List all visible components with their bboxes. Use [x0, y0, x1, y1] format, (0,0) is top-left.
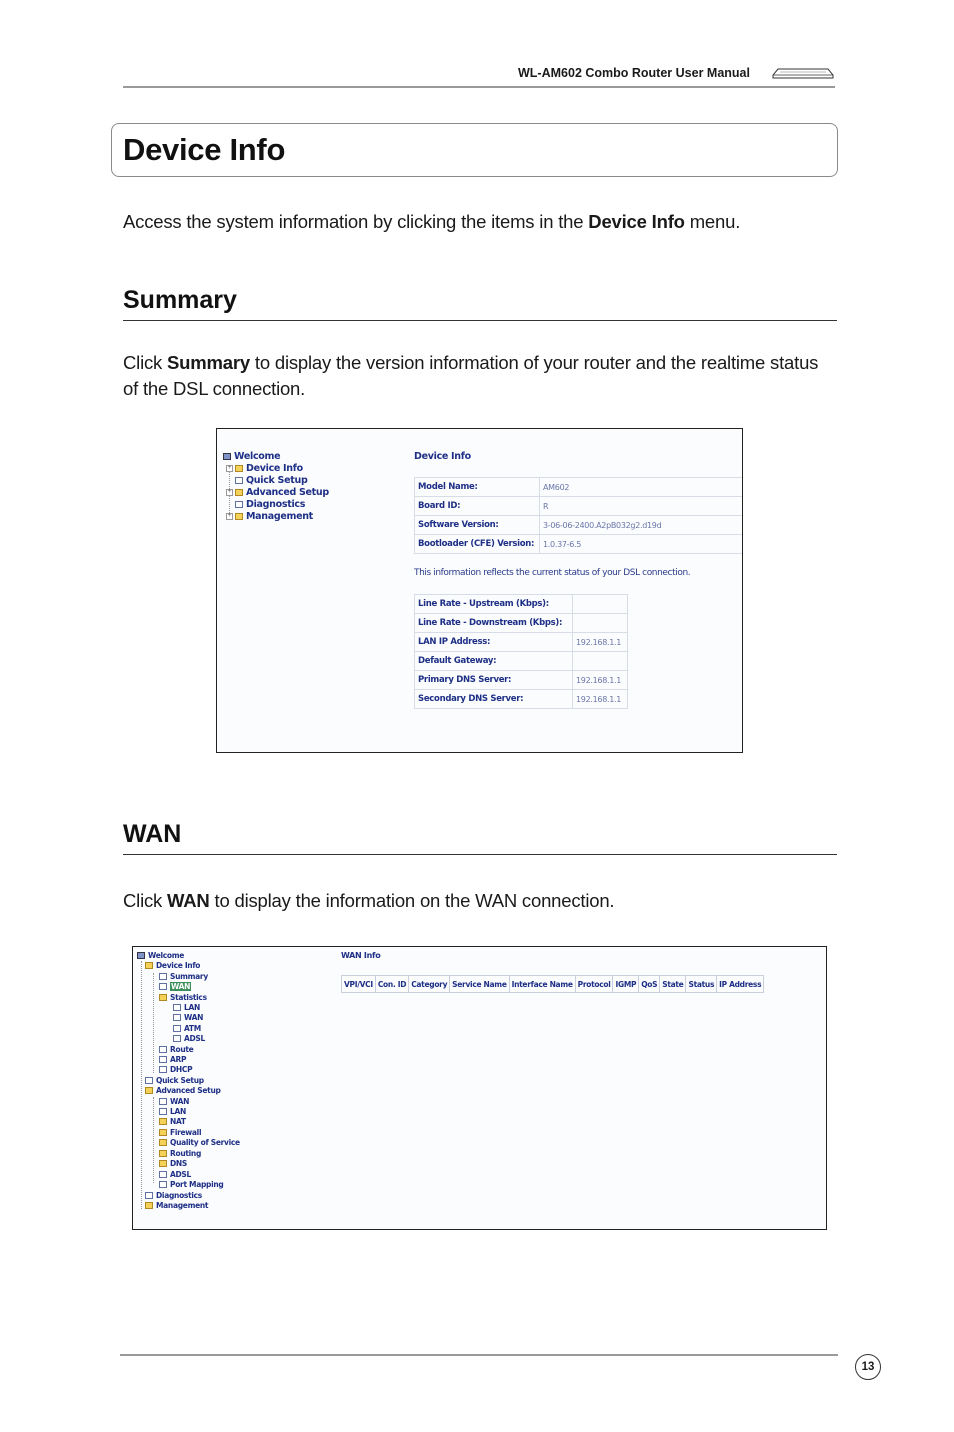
folder-icon	[145, 962, 153, 969]
manual-title: WL-AM602 Combo Router User Manual	[518, 66, 750, 80]
page-icon	[159, 1066, 167, 1073]
page-icon	[235, 477, 243, 484]
table-row: Board ID: R	[415, 497, 744, 516]
folder-icon	[159, 1160, 167, 1167]
summary-paragraph: Click Summary to display the version information of your router and the realtime status of the DSL connection.	[123, 352, 819, 399]
tree-item-device-info[interactable]: Device Info	[145, 961, 200, 970]
tree-item-routing[interactable]: Routing	[159, 1149, 201, 1158]
status-note: This information reflects the current status of your DSL connection.	[414, 568, 691, 578]
wan-heading: WAN	[123, 820, 182, 848]
table-row: Secondary DNS Server: 192.168.1.1	[415, 690, 628, 709]
tree-item-management[interactable]: Management	[235, 511, 313, 522]
expand-icon[interactable]: +	[227, 465, 232, 471]
summary-heading: Summary	[123, 286, 237, 314]
tree-item-dhcp[interactable]: DHCP	[159, 1065, 192, 1074]
page-icon	[159, 1056, 167, 1063]
tree-item-diagnostics[interactable]: Diagnostics	[235, 499, 305, 510]
page-icon	[159, 973, 167, 980]
tree-item-advanced-setup[interactable]: Advanced Setup	[145, 1086, 221, 1095]
wan-screenshot	[132, 946, 827, 1230]
tree-item-port-mapping[interactable]: Port Mapping	[159, 1180, 224, 1189]
tree-item-firewall[interactable]: Firewall	[159, 1128, 201, 1137]
tree-item-welcome[interactable]: Welcome	[137, 951, 184, 960]
tree-item-stat-wan[interactable]: WAN	[173, 1013, 203, 1022]
tree-item-stat-atm[interactable]: ATM	[173, 1024, 201, 1033]
router-icon	[772, 66, 834, 80]
tree-item-advanced-setup[interactable]: Advanced Setup	[235, 487, 329, 498]
page-icon	[159, 1098, 167, 1105]
summary-rule	[123, 320, 837, 321]
tree-item-stat-adsl[interactable]: ADSL	[173, 1034, 205, 1043]
folder-icon	[145, 1087, 153, 1094]
panel-title: WAN Info	[341, 951, 381, 960]
folder-icon	[159, 1129, 167, 1136]
tree-item-summary[interactable]: Summary	[159, 972, 208, 981]
panel-title: Device Info	[414, 451, 471, 462]
expand-icon[interactable]: +	[227, 489, 232, 495]
page-icon	[145, 1077, 153, 1084]
folder-icon	[235, 465, 243, 472]
tree-item-diagnostics[interactable]: Diagnostics	[145, 1191, 202, 1200]
tree-item-statistics[interactable]: Statistics	[159, 993, 207, 1002]
table-row: Line Rate - Upstream (Kbps):	[415, 595, 628, 614]
wan-info-table	[341, 975, 764, 993]
computer-icon	[137, 952, 145, 959]
page-icon	[235, 501, 243, 508]
page-icon	[159, 1171, 167, 1178]
table-row: Default Gateway:	[415, 652, 628, 671]
tree-item-stat-lan[interactable]: LAN	[173, 1003, 200, 1012]
page-number: 13	[855, 1354, 881, 1380]
tree-item-nat[interactable]: NAT	[159, 1117, 186, 1126]
table-row: Model Name: AM602	[415, 478, 744, 497]
tree-item-device-info[interactable]: Device Info	[235, 463, 303, 474]
page-icon	[159, 1046, 167, 1053]
tree-item-adv-adsl[interactable]: ADSL	[159, 1170, 191, 1179]
wan-rule	[123, 854, 837, 855]
folder-icon	[159, 1139, 167, 1146]
wan-paragraph: Click WAN to display the information on the WAN connection.	[123, 890, 615, 911]
tree-item-dns[interactable]: DNS	[159, 1159, 187, 1168]
expand-icon[interactable]: +	[227, 513, 232, 519]
folder-icon	[159, 1118, 167, 1125]
page-title: Device Info	[123, 132, 286, 167]
folder-icon	[145, 1202, 153, 1209]
page-icon	[173, 1014, 181, 1021]
header-rule	[123, 86, 835, 88]
summary-screenshot	[216, 428, 743, 753]
page-icon	[173, 1004, 181, 1011]
folder-icon	[235, 489, 243, 496]
page-icon	[145, 1192, 153, 1199]
folder-icon	[159, 994, 167, 1001]
tree-item-management[interactable]: Management	[145, 1201, 208, 1210]
computer-icon	[223, 453, 231, 460]
title-box	[111, 123, 838, 177]
page-icon	[159, 1108, 167, 1115]
table-row: Bootloader (CFE) Version: 1.0.37-6.5	[415, 535, 744, 554]
folder-icon	[235, 513, 243, 520]
page-icon	[159, 1181, 167, 1188]
tree-item-adv-wan[interactable]: WAN	[159, 1097, 189, 1106]
tree-item-welcome[interactable]: Welcome	[223, 451, 280, 462]
tree-item-route[interactable]: Route	[159, 1045, 193, 1054]
table-row: LAN IP Address: 192.168.1.1	[415, 633, 628, 652]
table-row: VPI/VCI Con. ID Category Service Name Interface Name Protocol IGMP QoS State Status IP Address	[342, 976, 764, 993]
tree-item-qos[interactable]: Quality of Service	[159, 1138, 240, 1147]
tree-item-quick-setup[interactable]: Quick Setup	[235, 475, 307, 486]
folder-icon	[159, 1150, 167, 1157]
table-row: Primary DNS Server: 192.168.1.1	[415, 671, 628, 690]
page-icon	[159, 983, 167, 990]
footer-rule	[120, 1354, 838, 1356]
tree-item-quick-setup[interactable]: Quick Setup	[145, 1076, 204, 1085]
device-info-table	[414, 477, 743, 554]
tree-item-adv-lan[interactable]: LAN	[159, 1107, 186, 1116]
tree-item-wan-selected[interactable]: WAN	[159, 982, 191, 991]
tree-item-arp[interactable]: ARP	[159, 1055, 186, 1064]
page-icon	[173, 1035, 181, 1042]
table-row: Software Version: 3-06-06-2400.A2pB032g2.d19d	[415, 516, 744, 535]
page-icon	[173, 1025, 181, 1032]
table-row: Line Rate - Downstream (Kbps):	[415, 614, 628, 633]
intro-paragraph: Access the system information by clicking the items in the Device Info menu.	[123, 211, 741, 232]
connection-status-table	[414, 594, 628, 709]
